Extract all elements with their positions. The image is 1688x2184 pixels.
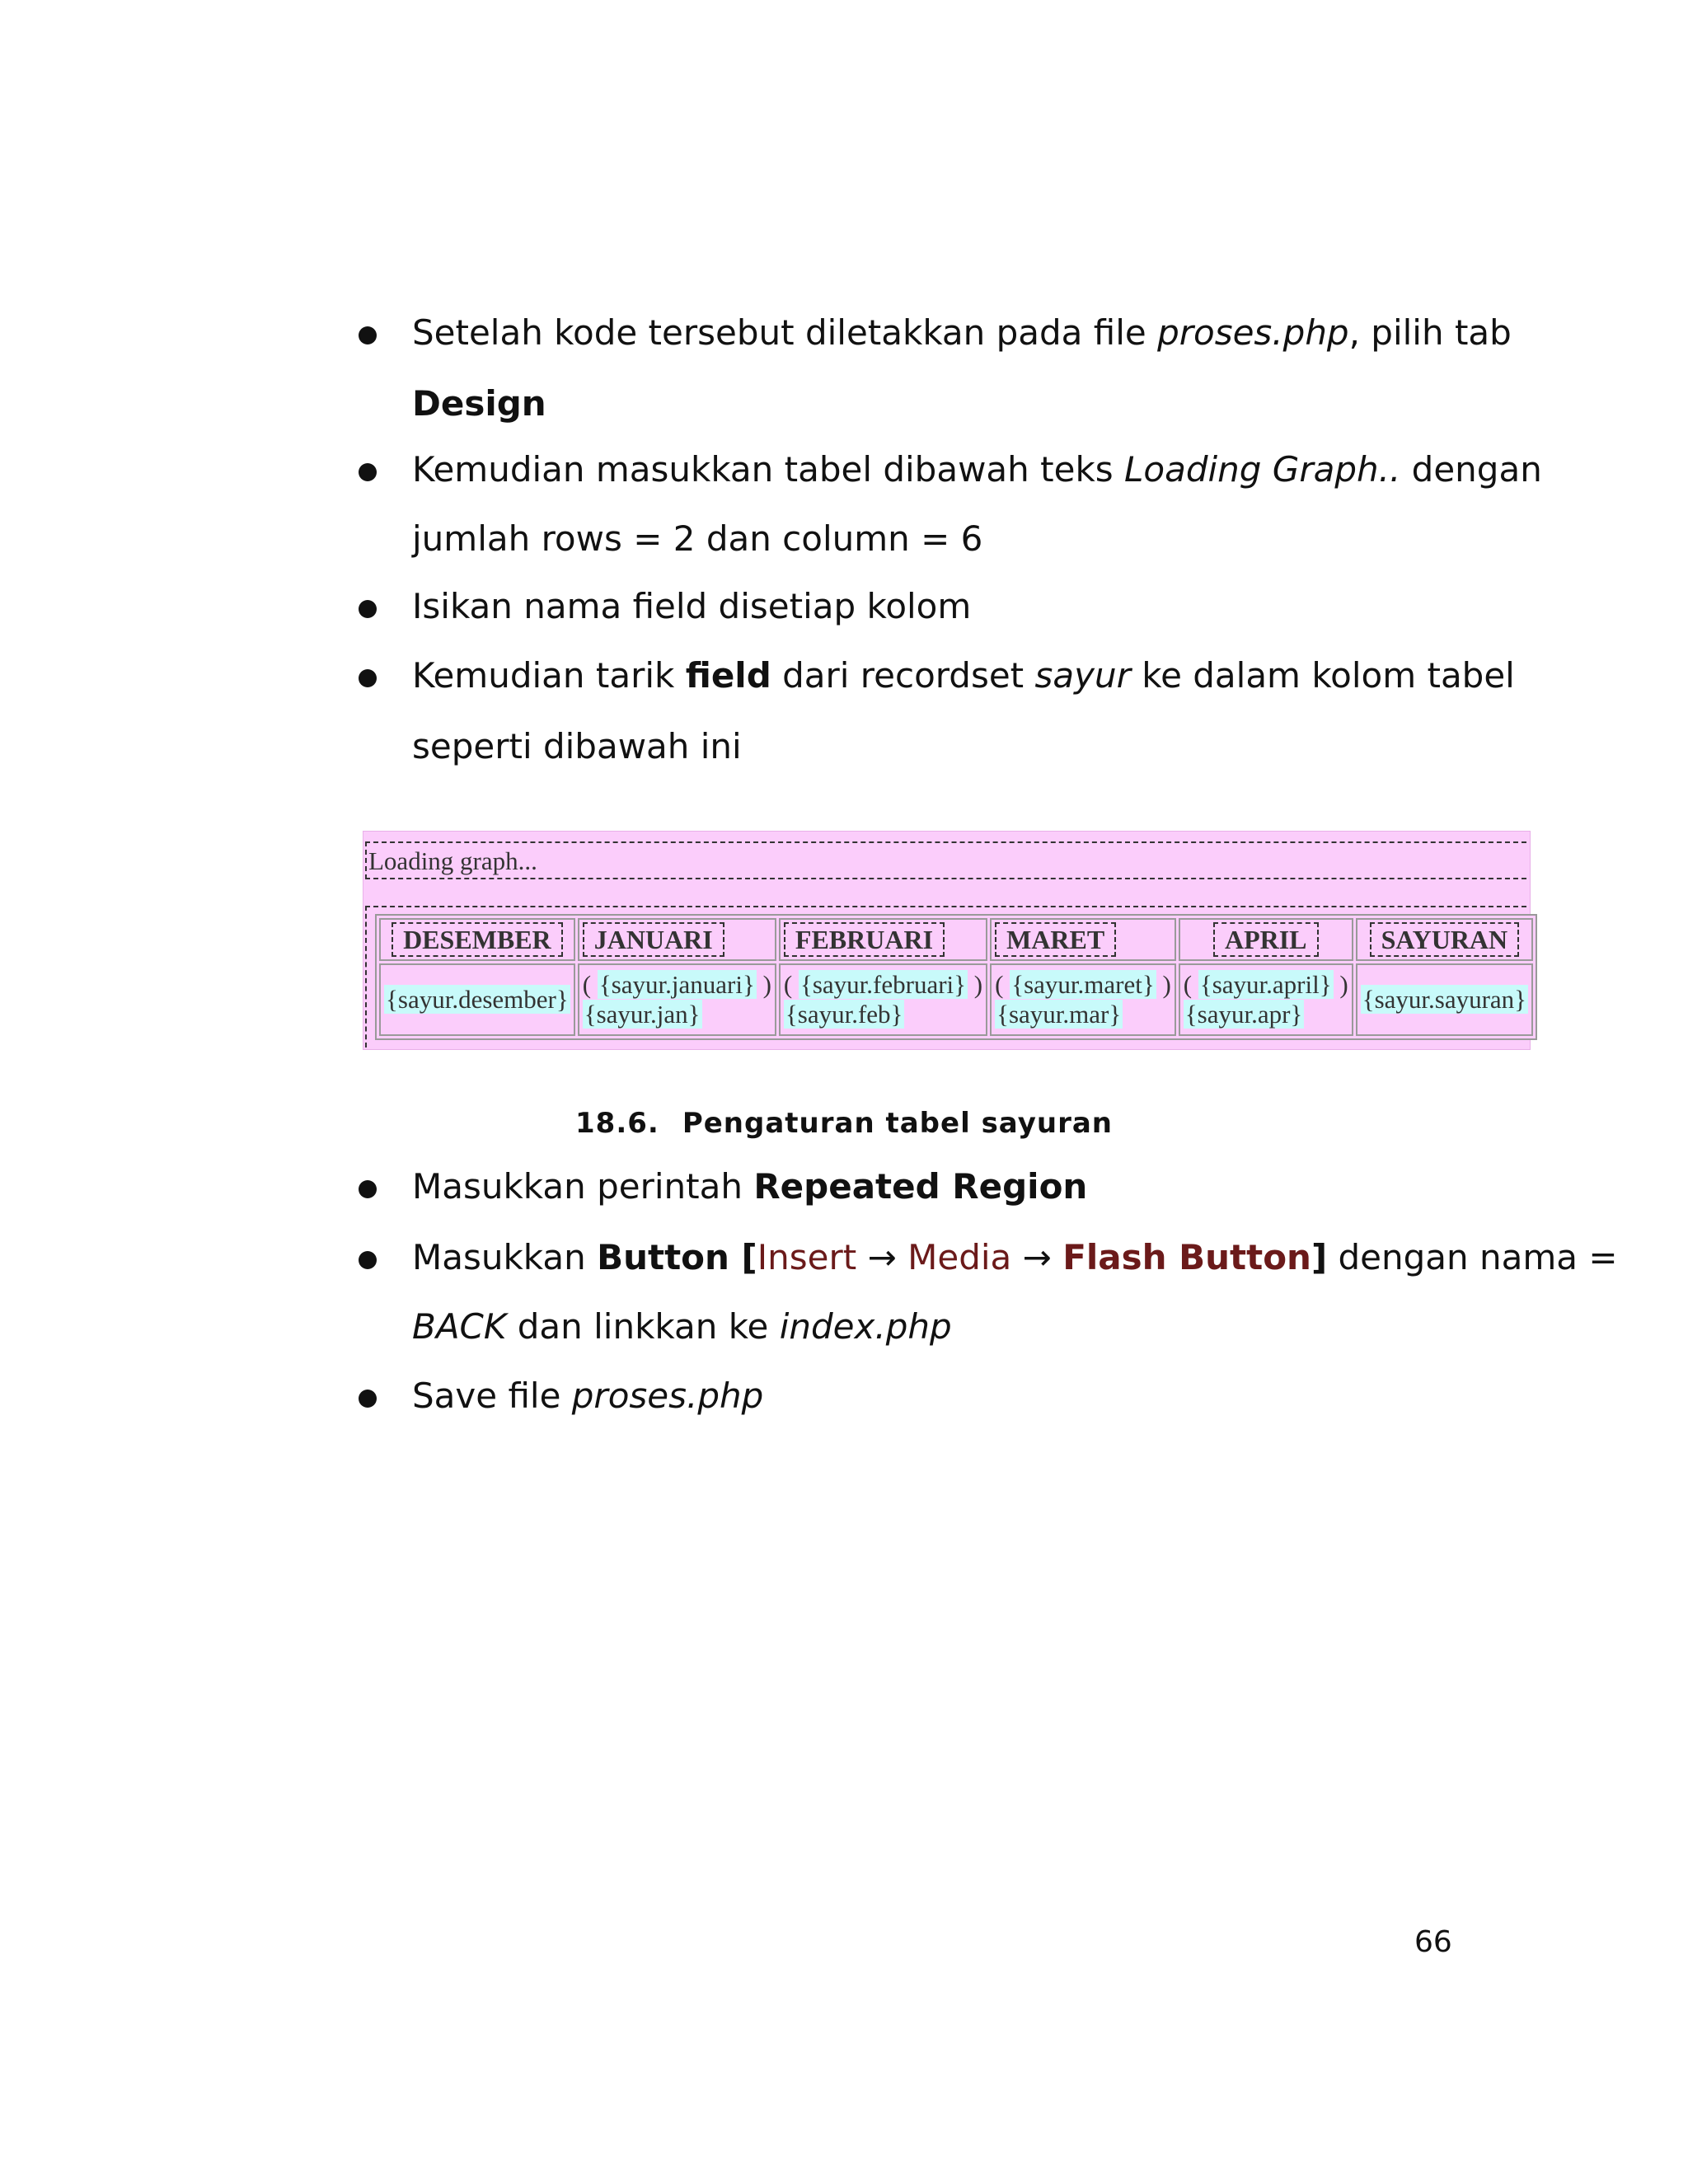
header-cell (990, 918, 1176, 961)
text: dari recordset (771, 655, 1035, 696)
header-cell (1356, 918, 1533, 961)
bullet-line (412, 1236, 1618, 1279)
bullet-line (412, 1165, 1087, 1208)
figure-title: Pengaturan tabel sayuran (682, 1107, 1113, 1140)
paren: ( (995, 970, 1010, 999)
bullet-marker (359, 669, 377, 687)
header-desember: DESEMBER (392, 922, 563, 957)
paren: ) (1156, 970, 1171, 999)
bullet-line (412, 654, 1515, 697)
field-januari: {sayur.januari} (598, 970, 755, 999)
arrow: → (856, 1237, 908, 1277)
header-februari: FEBRUARI (784, 922, 945, 957)
field-term: field (685, 655, 771, 696)
field-april: {sayur.april} (1199, 970, 1332, 999)
bracket: ] (1311, 1237, 1328, 1277)
bullet-line-cont (412, 1305, 952, 1348)
filename: proses.php (571, 1376, 764, 1416)
data-row (379, 963, 1533, 1036)
text: jumlah rows = 2 dan column = 6 (412, 518, 983, 559)
text: seperti dibawah ini (412, 726, 742, 766)
text: Masukkan perintah (412, 1166, 754, 1207)
field-apr: {sayur.apr} (1184, 1000, 1303, 1029)
field-mar: {sayur.mar} (996, 1000, 1122, 1029)
bullet-line (412, 448, 1542, 491)
bullet-line (412, 585, 971, 628)
recordset-name: sayur (1034, 655, 1131, 696)
text: Isikan nama field disetiap kolom (412, 586, 972, 626)
button-name: BACK (412, 1306, 507, 1347)
bullet-line-cont (412, 725, 742, 768)
bullet-line-cont (412, 382, 546, 425)
header-row (379, 918, 1533, 961)
paren: ( (1183, 970, 1198, 999)
sayuran-table (375, 914, 1537, 1040)
design-view-screenshot (363, 831, 1531, 1050)
header-maret: MARET (995, 922, 1116, 957)
text: dengan nama = (1327, 1237, 1618, 1277)
field-februari: {sayur.februari} (799, 970, 967, 999)
text: , pilih tab (1348, 312, 1512, 353)
cell-april (1179, 963, 1353, 1036)
tab-name: Design (412, 383, 546, 424)
header-cell (578, 918, 776, 961)
field-feb: {sayur.feb} (785, 1000, 903, 1029)
menu-insert: Insert (757, 1237, 857, 1277)
header-sayuran: SAYURAN (1370, 922, 1520, 957)
paren: ) (1333, 970, 1348, 999)
header-cell (1179, 918, 1353, 961)
bullet-line (412, 312, 1512, 354)
loading-graph-text: Loading graph... (365, 841, 1526, 879)
bullet-marker (359, 600, 377, 618)
cell-sayuran (1356, 963, 1533, 1036)
filename: proses.php (1157, 312, 1349, 353)
bullet-marker (359, 1251, 377, 1269)
menu-media: Media (907, 1237, 1012, 1277)
paren: ( (582, 970, 598, 999)
command-name: Repeated Region (753, 1166, 1088, 1207)
field-maret: {sayur.maret} (1011, 970, 1155, 999)
page-number: 66 (1414, 1925, 1452, 1959)
text: dan linkkan ke (506, 1306, 780, 1347)
text: dengan (1400, 449, 1542, 490)
paren: ) (756, 970, 771, 999)
header-cell (779, 918, 987, 961)
field-sayuran: {sayur.sayuran} (1362, 985, 1527, 1014)
loading-graph-ref: Loading Graph.. (1124, 449, 1401, 490)
button-term: Button (597, 1237, 729, 1277)
text: ke dalam kolom tabel (1130, 655, 1515, 696)
field-jan: {sayur.jan} (584, 1000, 701, 1029)
figure-caption (0, 1107, 1688, 1140)
text: Kemudian masukkan tabel dibawah teks (412, 449, 1124, 490)
text: Kemudian tarik (412, 655, 686, 696)
paren: ( (783, 970, 799, 999)
header-januari: JANUARI (583, 922, 724, 957)
bullet-marker (359, 1390, 377, 1408)
header-cell (379, 918, 575, 961)
bracket: [ (729, 1237, 757, 1277)
header-april: APRIL (1213, 922, 1319, 957)
cell-desember (379, 963, 575, 1036)
cell-maret (990, 963, 1176, 1036)
bullet-marker (359, 326, 377, 344)
arrow: → (1011, 1237, 1063, 1277)
field-desember: {sayur.desember} (386, 985, 569, 1014)
bullet-marker (359, 463, 377, 481)
text: Save file (412, 1376, 572, 1416)
cell-januari (578, 963, 776, 1036)
cell-februari (779, 963, 987, 1036)
menu-flash-button: Flash Button (1062, 1237, 1311, 1277)
table-container (365, 906, 1526, 1047)
paren: ) (968, 970, 983, 999)
bullet-line (412, 1375, 763, 1418)
link-target: index.php (779, 1306, 952, 1347)
figure-number: 18.6. (575, 1107, 659, 1140)
bullet-marker (359, 1180, 377, 1198)
bullet-line-cont (412, 518, 982, 560)
text: Masukkan (412, 1237, 598, 1277)
text: Setelah kode tersebut diletakkan pada file (412, 312, 1158, 353)
